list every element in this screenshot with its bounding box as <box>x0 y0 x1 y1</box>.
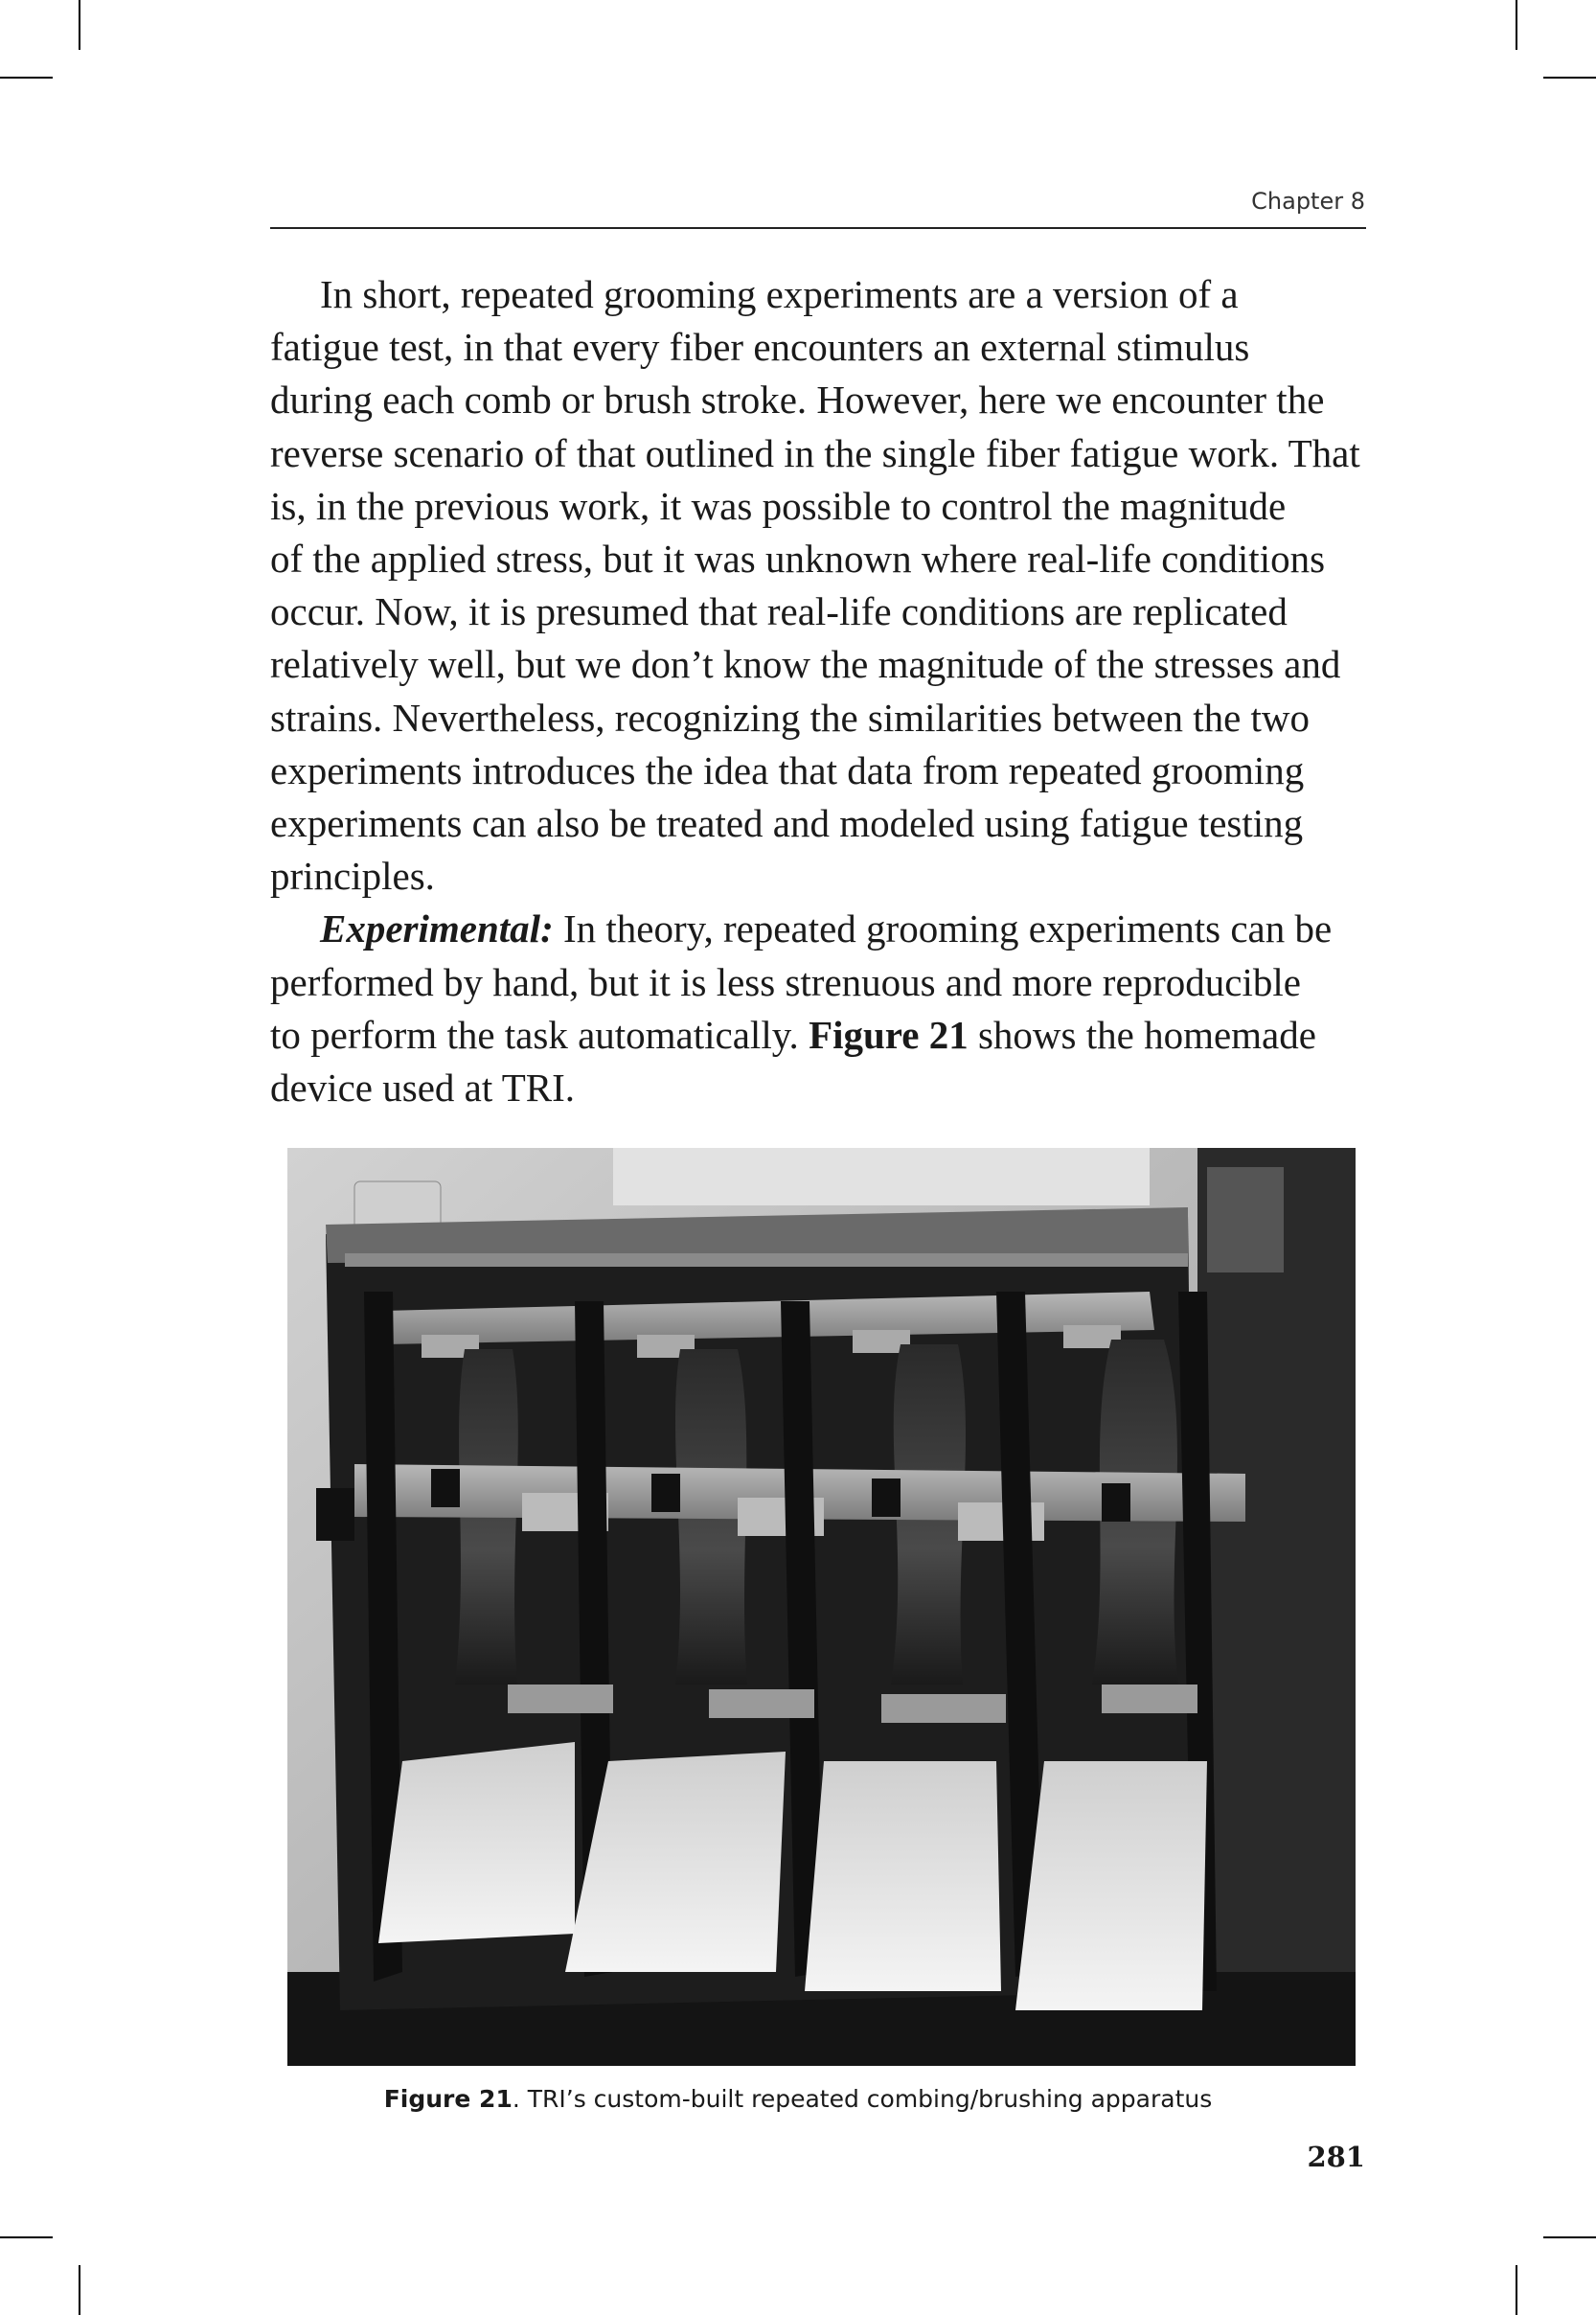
crop-mark-top-right-horizontal <box>1543 77 1596 79</box>
paragraph-1-line: principles. <box>270 854 435 899</box>
crop-mark-bottom-right-horizontal <box>1543 2236 1596 2238</box>
paragraph-2-text: In theory, repeated grooming experiments can be <box>553 906 1333 951</box>
paragraph-2-text: to perform the task automatically. <box>270 1012 809 1057</box>
header-rule <box>270 227 1366 229</box>
paragraph-1-line: experiments introduces the idea that data from repeated grooming <box>270 747 1305 792</box>
figure-label: Figure 21 <box>383 2085 513 2113</box>
paragraph-1-line: strains. Nevertheless, recognizing the similarities between the two <box>270 695 1311 740</box>
paragraph-2-line: performed by hand, but it is less strenuous and more reproducible <box>270 959 1301 1004</box>
paragraph-2-line <box>270 903 1366 955</box>
paragraph-2-text: shows the homemade <box>968 1012 1316 1057</box>
paragraph-2-line: device used at TRI. <box>270 1066 576 1111</box>
paragraph-1-line: In short, repeated grooming experiments are a version of a <box>320 272 1239 316</box>
paragraph-1-line: occur. Now, it is presumed that real-life conditions are replicated <box>270 589 1288 634</box>
paragraph-1-line: of the applied stress, but it was unknown where real-life conditions <box>270 537 1326 582</box>
crop-mark-bottom-left-horizontal <box>0 2236 53 2238</box>
paragraph-1-line: fatigue test, in that every fiber encounters an external stimulus <box>270 325 1250 370</box>
paragraph-1-line: reverse scenario of that outlined in the single fiber fatigue work. That <box>270 430 1360 475</box>
running-head: Chapter 8 <box>1251 188 1365 215</box>
figure-caption-text: . TRI’s custom-built repeated combing/brushing apparatus <box>512 2085 1213 2113</box>
run-in-heading: Experimental: <box>320 906 554 951</box>
paragraph-1-line: relatively well, but we don’t know the magnitude of the stresses and <box>270 642 1341 687</box>
page-number: 281 <box>1307 2141 1365 2173</box>
paragraph-1-line: is, in the previous work, it was possible to control the magnitude <box>270 483 1287 528</box>
crop-mark-bottom-right-vertical <box>1516 2265 1517 2315</box>
paragraph-1-line: during each comb or brush stroke. However, here we encounter the <box>270 378 1325 423</box>
paragraph-1-line: experiments can also be treated and modeled using fatigue testing <box>270 801 1304 846</box>
paragraph-2-line <box>270 1009 1366 1062</box>
crop-mark-top-right-vertical <box>1516 0 1517 50</box>
crop-mark-top-left-vertical <box>79 0 80 50</box>
figure-reference: Figure 21 <box>809 1012 969 1057</box>
body-text <box>270 268 1366 1114</box>
figure-caption <box>0 2085 1596 2113</box>
apparatus-photo <box>287 1148 1356 2066</box>
crop-mark-top-left-horizontal <box>0 77 53 79</box>
crop-mark-bottom-left-vertical <box>79 2265 80 2315</box>
